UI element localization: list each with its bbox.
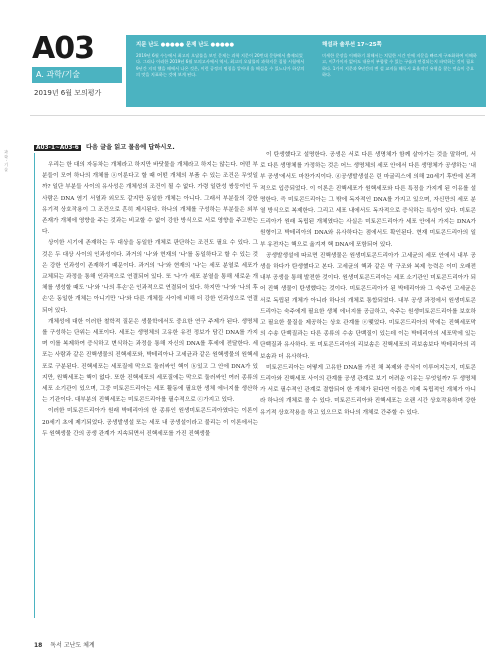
passage-bar xyxy=(34,153,35,618)
passage-column-right xyxy=(260,150,476,419)
difficulty-info xyxy=(136,41,306,79)
passage-paragraph: 미토콘드리아는 어떻게 고유한 DNA를 가진 채 복제와 증식이 이루어지는지, 미토콘드리아와 진핵세포 사이의 관계를 공생 관계로 보기 어려운 이유는 무엇일까? 두 생명체가 서로 필수적인 관계로 결합되어 한 개체가 된다면 이들은 이제 독립적인 개체가 아니라 하나의 개체로 볼 수 있다. 미토콘드리아와 진핵세포는 오랜 시간 상호작용하며 강한 유기적 상호작용을 하고 있으므로 하나의 개체로 간주할 수 있다. xyxy=(260,364,476,416)
passage-paragraph: 이러한 미토콘드리아가 원래 박테리아의 한 종류인 원생미토콘드리아였다는 이론이 20세기 초에 제기되었다. 공생발생설 또는 세포 내 공생설이라고 불리는 이 이론에서는 두 원핵생물 간의 공생 관계가 지속되면서 진핵세포를 가진 진핵생물 xyxy=(42,408,258,437)
difficulty-info-box xyxy=(126,35,486,107)
passage-paragraph: 공생발생설에 따르면 진핵생물은 원생미토콘드리아가 고세균의 세포 안에서 내부 공생을 하다가 탄생했다고 본다. 고세균의 핵과 같은 막 구조와 복제 능력은 이미 오래전 내부 공생을 통해 발전한 것이다. 원생미토콘드리아는 세포 소기관인 미토콘드리아가 되어 진핵 생물이 탄생했다는 것이다. 미토콘드리아가 된 박테리아와 그 숙주인 고세균은 서로 독립된 개체가 아니라 하나의 개체로 통합되었다. 내부 공생 과정에서 원생미토콘드리아는 숙주에게 필요한 생체 에너지를 공급하고, 숙주는 원생미토콘드리아를 보호하고 필요한 물질을 제공하는 상호 관계를 ⓔ맺었다. 미토콘드리아의 막에는 진핵세포막의 수송 단백질과는 다른 종류의 수송 단백질이 있는데 이는 박테리아의 세포막에 있는 단백질과 유사하다. 또 미토콘드리아의 리보솜은 진핵세포의 리보솜보다 박테리아의 리보솜과 더 유사하다. xyxy=(260,252,476,360)
subject-label: A. 과학/기술 xyxy=(36,70,81,79)
footer-title: 독서 고난도 체계 xyxy=(50,642,95,649)
page-number: 18 xyxy=(34,642,43,649)
passage-paragraph: 개체성에 대한 이러한 철학적 질문은 생물학에서도 중요한 연구 주제가 된다. 생명체를 구성하는 단위는 세포이다. 세포는 생명체의 고유한 유전 정보가 담긴 DNA를 가지며 이를 복제하여 증식하고 변식하는 과정을 통해 자신의 DNA를 후세에 전달한다. 세포는 사람과 같은 진핵생물의 진핵세포와, 박테리아나 고세균과 같은 원핵생물의 원핵세포로 구분된다. 진핵세포는 세포질에 막으로 둘러싸인 핵이 ⓑ있고 그 안에 DNA가 있지만, 원핵세포는 핵이 없다. 또한 진핵세포의 세포질에는 막으로 둘러싸인 여러 종류의 세포 소기관이 있으며, 그중 미토콘드리아는 세포 활동에 필요한 생체 에너지를 생산하는 기관이다. 대부분의 진핵세포는 미토콘드리아를 필수적으로 ⓒ가지고 있다. xyxy=(42,318,258,404)
difficulty-title: 지문 난도 ●●●●● 문제 난도 ●●●●● xyxy=(136,42,235,48)
solution-info xyxy=(322,41,478,79)
solution-text: 미세한 문장을 이해하기 위해서는 치밀한 시간 안에 지문을 빠르게 구조화하여 이해하고, 이7가이자 없어도 내용이 부합할 수 있는 구술과 연결되는지 파악하는 것이 필요하다. 1가이 지문과 9년간의 변 설 교지를 해독시 효율적인 유형을 찾는 연습이 중요하다. xyxy=(322,53,477,78)
passage-paragraph: 상이한 시기에 존재하는 두 대상을 동일한 개체로 판단하는 조건도 필요 수 있다. 그것은 두 대상 사이의 인과성이다. 과거의 '나'와 현재의 '나'를 동일하다고 할 수 있는 것은 강한 인과성이 존재하기 때문이다. 과거의 '나'와 현재의 '나'는 세포 분열로 세포가 교체되는 과정을 통해 인과적으로 연결되어 있다. 또 '나'가 세포 분열을 통해 새로운 개체를 생성할 때도 '나'와 '나의 후손'은 인과적으로 연결되어 있다. 하지만 '나'와 '나의 후손'은 동일한 개체는 아니기만 '나'와 다른 개체들 사이에 비해 더 강한 인과성으로 연결되어 있다. xyxy=(42,240,258,314)
passage-column-left xyxy=(42,160,258,440)
page-header xyxy=(0,0,500,110)
question-prompt xyxy=(34,142,175,151)
question-text: 다음 글을 읽고 물음에 답하시오. xyxy=(86,144,175,151)
page-footer xyxy=(34,640,95,649)
question-number: A03-1~A03-6 xyxy=(36,145,79,151)
passage-paragraph: 이 탄생했다고 설명한다. 공생은 서로 다른 생명체가 함께 살아가는 것을 말하며, 서로 다른 생명체를 가정하는 것은 어느 생명체의 세포 안에서 다른 생명체가 공생하는 '내부 공생'에서도 마찬가지이다. ⓓ공생발생설은 린 마굴리스에 의해 20세기 후반에 본격적으로 입증되었다. 이 이론은 진핵세포가 원핵세포와 다른 특징을 가지게 된 이유를 설명한다. 즉 미토콘드리아는 그 밖에 독자적인 DNA를 가지고 있으며, 자신만의 세포 분열 방식으로 복제한다. 그리고 세포 내에서도 독자적으로 증식하는 특성이 있다. 미토콘드리아가 원래 독립된 개체였다는 사실은 미토콘드리아가 세포 안에서 가지는 DNA가 원형이고 박테리아의 DNA와 유사하다는 점에서도 확인된다. 현재 미토콘드리아의 일부 유전자는 핵으로 옮겨져 핵 DNA에 포함되어 있다. xyxy=(260,152,476,248)
exam-date: 2019년 6월 모의평가 xyxy=(34,89,102,97)
header-divider xyxy=(30,115,485,116)
passage-paragraph: 우리는 한 대의 자동차는 개체라고 하지만 바닷물을 개체라고 하지는 않는다. 어떤 부분들이 모여 하나의 개체를 ⓐ이룬다고 할 때 어떤 개체의 부품 수 있는 조건은 무엇일까? 일단 부분들 사이의 유사성은 개체성의 조건이 될 수 없다. 가령 일란성 쌍둥이인 두 사람은 DNA 염기 서열과 외모도 같지만 동일한 개체는 아니다. 그래서 부분들의 강한 유기적 상호작용이 그 조건으로 흔히 제시된다. 하나의 개체를 구성하는 부분들은 외부 존재가 개체에 영향을 주는 것과는 비교할 수 없이 강한 방식으로 서로 영향을 주고받는다. xyxy=(42,162,258,236)
solution-title: 해설과 솔루션 17~25쪽 xyxy=(322,42,382,48)
section-code: A03 xyxy=(32,31,94,66)
difficulty-text: 2019년 6월 수능에서 최고의 오답률을 보인 문제는 과학 지문이 20번대 문항에서 출제되었다. 그러나 이러한 2019년 6월 모의고사에서 역시, 최고의 오답률의 과학지문 집합 시험에서 9년간 지적 했을 때에서 나온 것은, 이런 공정의 명칭을 알아내 올 해설을 수 있느냐가 하상의의 맛을 지표하는 것에 보게 된다. xyxy=(136,53,305,78)
side-label: 과학·기술 xyxy=(4,150,9,173)
